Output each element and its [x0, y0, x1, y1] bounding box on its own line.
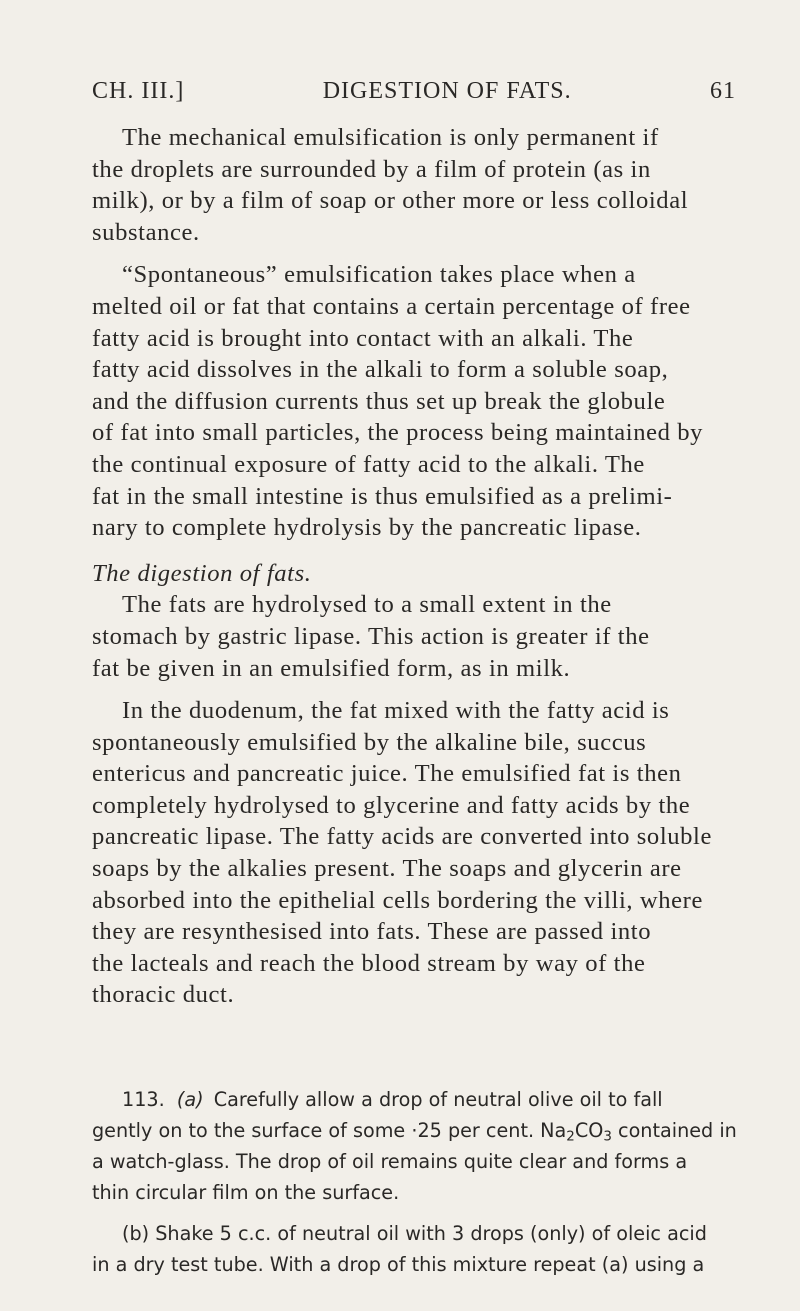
text-line: fat in the small intestine is thus emulsified as a prelimi- — [92, 482, 673, 510]
item-label-a: (a) — [176, 1088, 204, 1111]
text-line: in a dry test tube. With a drop of this mixture repeat (a) using a — [92, 1253, 705, 1276]
text-line: the droplets are surrounded by a film of protein (as in — [92, 155, 651, 183]
experiment-number: 113. — [122, 1088, 165, 1111]
text-line — [92, 1084, 752, 1115]
text-line: “Spontaneous” emulsification takes place when a — [122, 261, 636, 289]
text-line: the lacteals and reach the blood stream by way of the — [92, 949, 646, 977]
text-line: entericus and pancreatic juice. The emulsified fat is then — [92, 760, 682, 788]
text-line: In the duodenum, the fat mixed with the fatty acid is — [122, 697, 670, 725]
experiment-b — [92, 1218, 752, 1280]
page-number: 61 — [710, 78, 736, 104]
text-line: fatty acid dissolves in the alkali to form a soluble soap, — [92, 356, 669, 384]
text-line: The fats are hydrolysed to a small extent in the — [122, 591, 612, 619]
text-line: pancreatic lipase. The fatty acids are converted into soluble — [92, 823, 713, 851]
text-line: thoracic duct. — [92, 981, 235, 1009]
text-line: of fat into small particles, the process being maintained by — [92, 419, 704, 447]
text-line: thin circular film on the surface. — [92, 1181, 400, 1204]
text-line: absorbed into the epithelial cells bordering the villi, where — [92, 886, 703, 914]
text-line: (b) Shake 5 c.c. of neutral oil with 3 drops (only) of oleic acid — [122, 1222, 707, 1245]
running-head — [92, 78, 736, 105]
section-heading: The digestion of fats. — [92, 559, 312, 587]
body-text — [92, 122, 742, 1011]
subscript: 3 — [603, 1129, 612, 1145]
text-line: a watch-glass. The drop of oil remains quite clear and forms a — [92, 1150, 688, 1173]
experiment-a — [92, 1084, 752, 1208]
text-line: substance. — [92, 218, 200, 246]
text-line: completely hydrolysed to glycerine and fatty acids by the — [92, 791, 691, 819]
text-line: The mechanical emulsification is only permanent if — [122, 124, 659, 151]
item-a-text: gently on to the surface of some ·25 per cent. Na — [92, 1119, 567, 1142]
text-line — [92, 1115, 752, 1146]
text-line: melted oil or fat that contains a certain percentage of free — [92, 292, 691, 320]
paragraph-gastric-lipase — [92, 589, 742, 684]
page-title: DIGESTION OF FATS. — [322, 78, 572, 104]
paragraph-spontaneous-emulsification — [92, 259, 742, 543]
item-a-text: Carefully allow a drop of neutral olive oil to fall — [213, 1088, 663, 1111]
text-line: fat be given in an emulsified form, as in milk. — [92, 654, 571, 682]
subscript: 2 — [566, 1129, 575, 1145]
text-line: soaps by the alkalies present. The soaps and glycerin are — [92, 855, 682, 883]
text-line: fatty acid is brought into contact with an alkali. The — [92, 324, 634, 352]
paragraph-duodenum — [92, 695, 742, 1011]
text-line: the continual exposure of fatty acid to the alkali. The — [92, 450, 645, 478]
formula-part: CO — [574, 1119, 604, 1142]
item-a-text: contained in — [611, 1119, 737, 1142]
text-line: stomach by gastric lipase. This action is greater if the — [92, 622, 650, 650]
chapter-label: CH. III.] — [92, 78, 185, 104]
text-line: they are resynthesised into fats. These are passed into — [92, 918, 652, 946]
text-line: milk), or by a film of soap or other more or less colloidal — [92, 187, 689, 215]
text-line: spontaneously emulsified by the alkaline bile, succus — [92, 728, 647, 756]
experiment-113 — [92, 1084, 752, 1280]
paragraph-mechanical-emulsification — [92, 122, 742, 248]
text-line: and the diffusion currents thus set up break the globule — [92, 387, 666, 415]
text-line: nary to complete hydrolysis by the pancreatic lipase. — [92, 514, 642, 542]
